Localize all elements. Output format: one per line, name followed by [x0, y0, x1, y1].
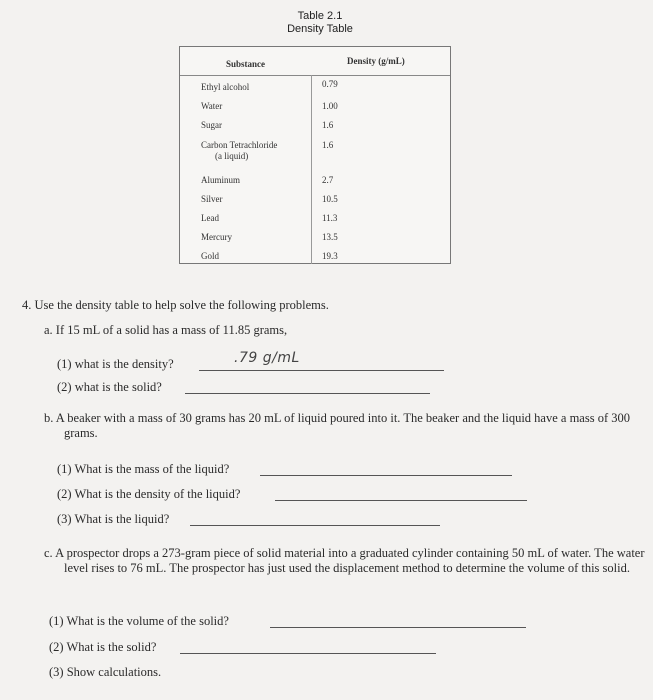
- part-b-q1: (1) What is the mass of the liquid?: [57, 462, 230, 476]
- density-cell: 19.3: [322, 251, 338, 261]
- part-c-q2-answer-line[interactable]: [180, 653, 436, 654]
- part-c-q2: (2) What is the solid?: [49, 640, 157, 654]
- part-a-text: a. If 15 mL of a solid has a mass of 11.85 grams,: [44, 323, 288, 337]
- density-cell: 10.5: [322, 194, 338, 204]
- part-c-text: c. A prospector drops a 273-gram piece of solid material into a graduated cylinder containing 50 mL of water. The water level rises to 76 mL. The prospector has just used the displacement method to determine the volume of this solid.: [44, 546, 645, 575]
- part-a-q2-answer-line[interactable]: [185, 393, 430, 394]
- density-cell: 1.00: [322, 101, 338, 111]
- problem-intro: 4. Use the density table to help solve the following problems.: [22, 298, 329, 312]
- part-c-q1: (1) What is the volume of the solid?: [49, 614, 229, 628]
- substance-cell: Lead: [201, 213, 219, 223]
- col-header-substance: Substance: [226, 59, 266, 69]
- part-c-q1-answer-line[interactable]: [270, 627, 526, 628]
- part-a-q1-handwritten-answer: .79 g/mL: [234, 350, 300, 366]
- part-b-q3-answer-line[interactable]: [190, 525, 440, 526]
- substance-cell: Water: [201, 101, 223, 111]
- table-header: [180, 47, 450, 76]
- density-cell: 2.7: [322, 175, 334, 185]
- substance-cell: Aluminum: [201, 175, 241, 185]
- substance-cell: Ethyl alcohol: [201, 82, 250, 92]
- part-b-q2-answer-line[interactable]: [275, 500, 527, 501]
- density-cell: 0.79: [322, 79, 338, 89]
- part-b-q2: (2) What is the density of the liquid?: [57, 487, 241, 501]
- part-a-q2: (2) what is the solid?: [57, 380, 162, 394]
- table-title: Density Table: [287, 23, 353, 35]
- part-c-q3: (3) Show calculations.: [49, 665, 162, 679]
- part-b-q3: (3) What is the liquid?: [57, 512, 170, 526]
- substance-cell: Carbon Tetrachloride (a liquid): [201, 140, 278, 161]
- density-cell: 13.5: [322, 232, 338, 242]
- substance-note: (a liquid): [215, 151, 249, 161]
- density-cell: 1.6: [322, 140, 334, 150]
- part-b-text: b. A beaker with a mass of 30 grams has 20 mL of liquid poured into it. The beaker and the liquid have a mass of 300 grams.: [44, 411, 630, 440]
- density-cell: 11.3: [322, 213, 338, 223]
- substance-cell: Silver: [201, 194, 223, 204]
- part-a-q1-answer-line[interactable]: [199, 370, 444, 371]
- substance-cell: Sugar: [201, 120, 222, 130]
- density-cell: 1.6: [322, 120, 334, 130]
- column-divider: [311, 75, 312, 264]
- table-number: Table 2.1: [297, 10, 343, 22]
- part-b-q1-answer-line[interactable]: [260, 475, 512, 476]
- substance-cell: Gold: [201, 251, 219, 261]
- density-table: [179, 46, 451, 264]
- col-header-density: Density (g/mL): [347, 56, 405, 66]
- part-a-q1: (1) what is the density?: [57, 357, 174, 371]
- substance-cell: Mercury: [201, 232, 232, 242]
- table-caption: [250, 10, 390, 36]
